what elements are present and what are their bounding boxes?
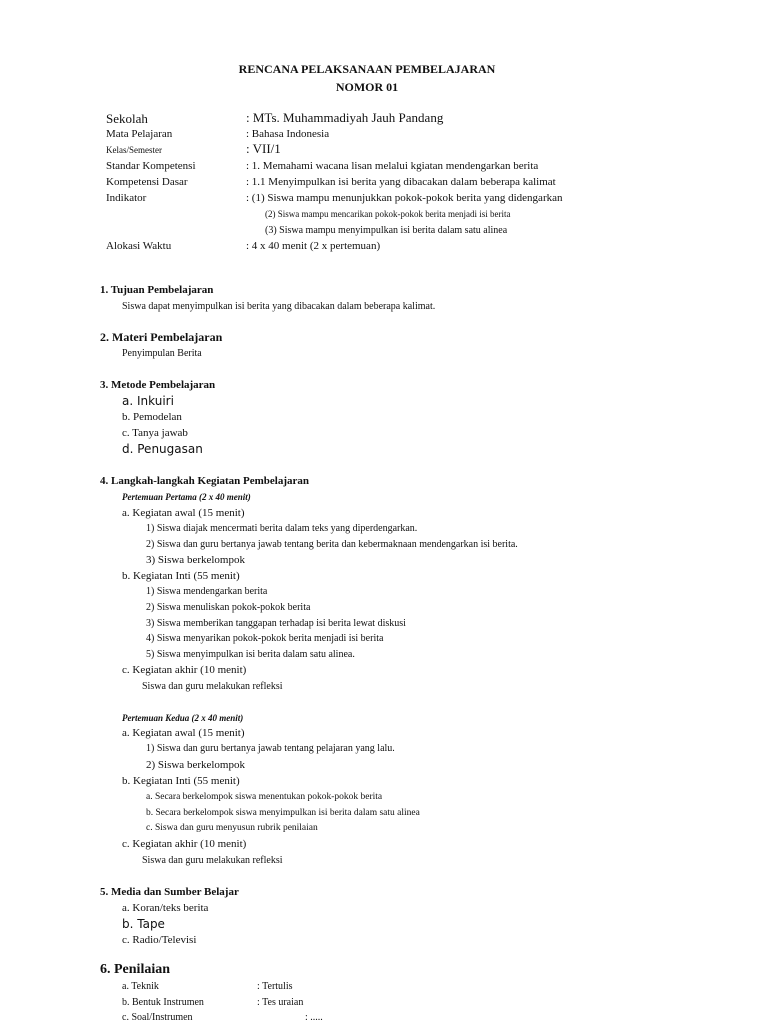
indikator-label: Indikator [106, 192, 147, 204]
p1-inti-5: 5) Siswa menyimpulkan isi berita dalam satu alinea. [146, 649, 355, 660]
alokasi-value: : 4 x 40 menit (2 x pertemuan) [246, 240, 381, 252]
p1-awal-3: 3) Siswa berkelompok [146, 554, 245, 566]
p2-akhir-1: Siswa dan guru melakukan refleksi [142, 855, 283, 866]
kelas-value: : VII/1 [246, 141, 281, 156]
section-1-text: Siswa dapat menyimpulkan isi berita yang dibacakan dalam beberapa kalimat. [122, 301, 436, 312]
p1-kegiatan-inti: b. Kegiatan Inti (55 menit) [122, 570, 240, 582]
penilaian-a-label: a. Teknik [122, 981, 159, 992]
metode-c: c. Tanya jawab [122, 427, 188, 439]
p1-inti-3: 3) Siswa memberikan tanggapan terhadap isi berita lewat diskusi [146, 618, 406, 629]
kd-value: : 1.1 Menyimpulkan isi berita yang dibacakan dalam beberapa kalimat [246, 176, 556, 188]
penilaian-c-value: : ..... [305, 1012, 323, 1023]
metode-d: d. Penugasan [122, 442, 203, 456]
mapel-value: : Bahasa Indonesia [246, 128, 330, 140]
sekolah-label: Sekolah [106, 111, 148, 126]
indikator-2: (2) Siswa mampu mencarikan pokok-pokok berita menjadi isi berita [265, 209, 511, 219]
indikator-3: (3) Siswa mampu menyimpulkan isi berita dalam satu alinea [265, 225, 508, 236]
p2-kegiatan-awal: a. Kegiatan awal (15 menit) [122, 727, 245, 739]
p2-inti-c: c. Siswa dan guru menyusun rubrik penilaian [146, 823, 318, 833]
kelas-label: Kelas/Semester [106, 145, 162, 155]
p1-inti-1: 1) Siswa mendengarkan berita [146, 586, 268, 597]
penilaian-b-label: b. Bentuk Instrumen [122, 997, 204, 1008]
p1-akhir-1: Siswa dan guru melakukan refleksi [142, 681, 283, 692]
p1-awal-1: 1) Siswa diajak mencermati berita dalam teks yang diperdengarkan. [146, 523, 418, 534]
media-b: b. Tape [122, 917, 165, 931]
penilaian-b-value: : Tes uraian [257, 997, 304, 1008]
p2-awal-1: 1) Siswa dan guru bertanya jawab tentang pelajaran yang lalu. [146, 743, 395, 754]
p2-inti-a: a. Secara berkelompok siswa menentukan pokok-pokok berita [146, 792, 383, 802]
mapel-label: Mata Pelajaran [106, 128, 173, 140]
indikator-1: : (1) Siswa mampu menunjukkan pokok-pokok berita yang didengarkan [246, 192, 563, 204]
p2-kegiatan-inti: b. Kegiatan Inti (55 menit) [122, 775, 240, 787]
pertemuan-2-title: Pertemuan Kedua (2 x 40 menit) [122, 713, 244, 723]
section-1-heading: 1. Tujuan Pembelajaran [100, 284, 214, 296]
media-c: c. Radio/Televisi [122, 934, 197, 946]
p1-inti-2: 2) Siswa menuliskan pokok-pokok berita [146, 602, 311, 613]
sk-value: : 1. Memahami wacana lisan melalui kgiatan mendengarkan berita [246, 160, 539, 172]
p1-kegiatan-akhir: c. Kegiatan akhir (10 menit) [122, 664, 247, 676]
p2-awal-2: 2) Siswa berkelompok [146, 759, 245, 771]
alokasi-label: Alokasi Waktu [106, 240, 172, 252]
sekolah-value: : MTs. Muhammadiyah Jauh Pandang [246, 110, 444, 125]
section-3-heading: 3. Metode Pembelajaran [100, 379, 216, 391]
section-6-heading: 6. Penilaian [100, 962, 171, 977]
metode-a: a. Inkuiri [122, 394, 174, 408]
p1-awal-2: 2) Siswa dan guru bertanya jawab tentang berita dan kebermaknaan mendengarkan isi berita. [146, 539, 518, 550]
p2-inti-b: b. Secara berkelompok siswa menyimpulkan isi berita dalam satu alinea [146, 808, 420, 818]
penilaian-a-value: : Tertulis [257, 981, 293, 992]
metode-b: b. Pemodelan [122, 411, 182, 423]
pertemuan-1-title: Pertemuan Pertama (2 x 40 menit) [122, 492, 251, 502]
p1-kegiatan-awal: a. Kegiatan awal (15 menit) [122, 507, 245, 519]
section-2-heading: 2. Materi Pembelajaran [100, 330, 223, 344]
doc-number: NOMOR 01 [335, 80, 399, 94]
section-5-heading: 5. Media dan Sumber Belajar [100, 886, 239, 898]
p1-inti-4: 4) Siswa menyarikan pokok-pokok berita menjadi isi berita [146, 633, 384, 644]
penilaian-c-label: c. Soal/Instrumen [122, 1012, 193, 1023]
sk-label: Standar Kompetensi [106, 160, 196, 172]
p2-kegiatan-akhir: c. Kegiatan akhir (10 menit) [122, 838, 247, 850]
section-2-text: Penyimpulan Berita [122, 348, 202, 359]
kd-label: Kompetensi Dasar [106, 176, 188, 188]
doc-title: RENCANA PELAKSANAAN PEMBELAJARAN [238, 62, 496, 76]
media-a: a. Koran/teks berita [122, 902, 209, 914]
section-4-heading: 4. Langkah-langkah Kegiatan Pembelajaran [100, 475, 310, 487]
